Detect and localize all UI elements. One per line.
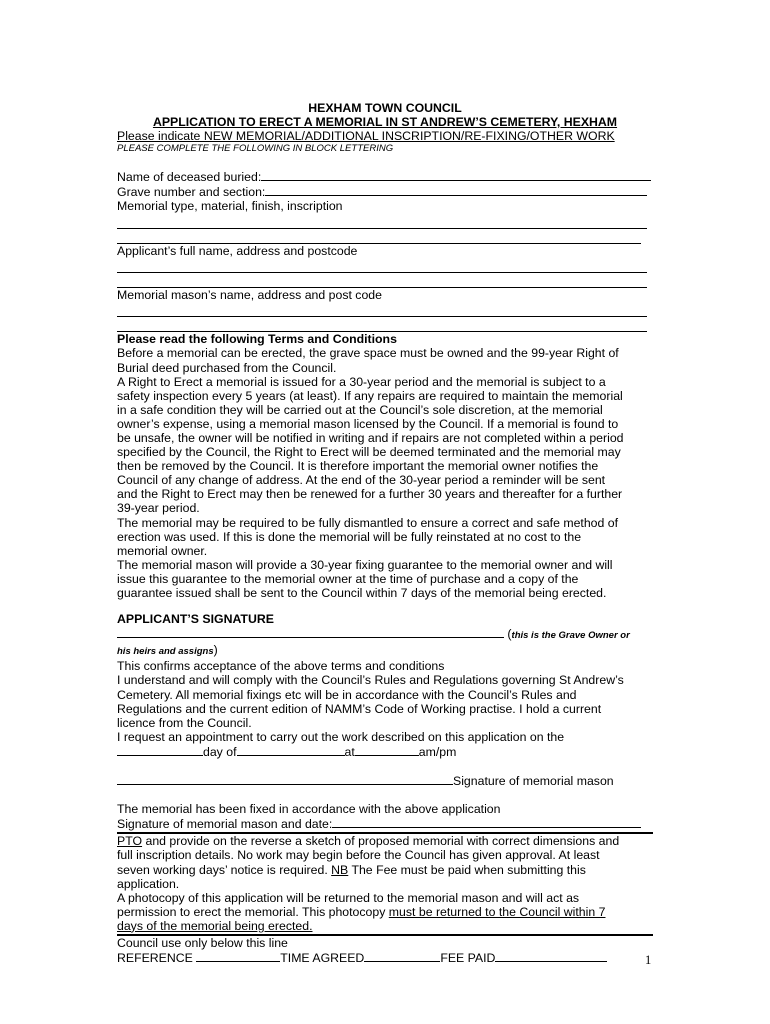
pto-label: PTO (117, 834, 143, 849)
spacer (117, 759, 653, 773)
pto-line: full inscription details. No work may begin before the Council has given approval. At least (117, 848, 600, 863)
pto-text: and provide on the reverse a sketch of proposed memorial with correct dimensions and (142, 834, 620, 849)
applicant-signature-field[interactable] (117, 626, 653, 643)
terms-body (117, 346, 653, 600)
grave-number-field[interactable] (117, 184, 653, 199)
memorial-type-label: Memorial type, material, finish, inscription (117, 199, 343, 214)
heirs-note-close: ) (213, 643, 218, 658)
applicant-label: Applicant’s full name, address and postcode (117, 243, 358, 258)
fee-paid-input[interactable] (495, 950, 607, 962)
mason-date-input[interactable] (332, 816, 641, 828)
mason-line-1[interactable] (117, 302, 647, 317)
fixed-statement: The memorial has been fixed in accordance with the above application (117, 802, 501, 817)
spacer (117, 600, 653, 612)
mason-signature-field (117, 773, 653, 788)
terms-line: safety inspection every 5 years (at least). If any repairs are required to maintain the memorial (117, 388, 623, 403)
pto-line: application. (117, 876, 180, 891)
notice-text: seven working days’ notice is required. (117, 862, 332, 877)
terms-line: owner’s expense, using a memorial mason licensed by the Council. If a memorial is found to (117, 416, 619, 431)
ampm-label: am/pm (418, 744, 457, 759)
terms-line: Before a memorial can be erected, the grave space must be owned and the 99-year Right of (117, 346, 619, 361)
fee-paid-label: FEE PAID (440, 951, 496, 966)
terms-line: issue this guarantee to the memorial owner at the time of purchase and a copy of the (117, 571, 579, 586)
terms-line: Council of any change of address. At the end of the 30-year period a reminder will be sent (117, 473, 606, 488)
permission-text: permission to erect the memorial. This photocopy (117, 904, 389, 919)
terms-line: memorial owner. (117, 543, 208, 558)
mason-date-label: Signature of memorial mason and date: (117, 817, 333, 832)
mason-declaration-line: Cemetery. All memorial fixings etc will be in accordance with the Council’s Rules and (117, 687, 577, 702)
terms-line: erection was used. If this is done the memorial will be fully reinstated at no cost to the (117, 529, 582, 544)
terms-line: be unsafe, the owner will be notified in writing and if repairs are not completed within a period (117, 430, 624, 445)
deceased-name-input[interactable] (261, 169, 651, 181)
pto-line (117, 905, 653, 919)
mason-declaration-line: Regulations and the current edition of NAMM’s Code of Working practise. I hold a current (117, 701, 602, 716)
appointment-fields (117, 744, 653, 759)
grave-owner-note-open: ( (507, 627, 512, 642)
appointment-day-input[interactable] (117, 744, 203, 756)
terms-line: guarantee issued shall be sent to the Council within 7 days of the memorial being erected. (117, 586, 607, 600)
deceased-name-label: Name of deceased buried: (117, 170, 262, 185)
terms-line: then be removed by the Council. It is therefore important the memorial owner notifies the (117, 459, 599, 474)
terms-line: The memorial mason will provide a 30-year fixing guarantee to the memorial owner and will (117, 557, 613, 572)
pto-line (117, 863, 653, 877)
time-agreed-label: TIME AGREED (280, 951, 365, 966)
heirs-note: his heirs and assigns (117, 646, 214, 658)
mason-declaration-line: I request an appointment to carry out the work described on this application on the (117, 729, 565, 744)
heirs-line (117, 643, 653, 659)
terms-heading: Please read the following Terms and Conditions (117, 332, 397, 347)
appointment-month-input[interactable] (237, 744, 345, 756)
spacer (117, 155, 653, 169)
terms-line: The memorial may be required to be fully dismantled to ensure a correct and safe method of (117, 515, 619, 530)
work-type-instruction: Please indicate NEW MEMORIAL/ADDITIONAL INSCRIPTION/RE-FIXING/OTHER WORK (117, 129, 615, 144)
memorial-type-line-1[interactable] (117, 214, 647, 229)
time-agreed-input[interactable] (364, 950, 440, 962)
mason-label: Memorial mason’s name, address and post code (117, 288, 382, 303)
terms-line: 39-year period. (117, 501, 200, 516)
mason-signature-label: Signature of memorial mason (453, 774, 614, 789)
nb-label: NB (331, 862, 349, 877)
fee-text: The Fee must be paid when submitting this (348, 862, 586, 877)
mason-signature-input[interactable] (117, 773, 453, 785)
appointment-time-input[interactable] (355, 744, 419, 756)
pto-line (117, 834, 653, 848)
form-title: APPLICATION TO ERECT A MEMORIAL IN ST ANDREW’S CEMETERY, HEXHAM (152, 115, 618, 130)
mason-line-2[interactable] (117, 317, 647, 332)
signature-heading: APPLICANT’S SIGNATURE (117, 612, 274, 627)
terms-line: specified by the Council, the Right to Erect will be deemed terminated and the memorial may (117, 445, 621, 460)
day-of-label: day of (203, 744, 237, 759)
mason-declaration-line: licence from the Council. (117, 715, 252, 730)
council-name: HEXHAM TOWN COUNCIL (308, 101, 462, 115)
applicant-line-1[interactable] (117, 258, 647, 273)
application-form (117, 101, 653, 965)
return-requirement-end: days of the memorial being erected. (117, 918, 313, 933)
reference-label: REFERENCE (117, 951, 197, 966)
applicant-signature-input[interactable] (117, 626, 504, 638)
grave-number-label: Grave number and section: (117, 185, 266, 200)
mason-declaration-line: I understand and will comply with the Council’s Rules and Regulations governing St Andrew’s (117, 673, 624, 688)
mason-date-field (117, 816, 653, 831)
terms-line: and the Right to Erect may then be renewed for a further 30 years and thereafter for a further (117, 487, 623, 502)
council-use-fields (117, 950, 653, 965)
at-label: at (344, 744, 355, 759)
grave-number-input[interactable] (265, 184, 647, 196)
memorial-type-line-2[interactable] (117, 229, 641, 244)
acceptance-text: This confirms acceptance of the above terms and conditions (117, 659, 445, 674)
terms-line: in a safe condition they will be carried out at the Council’s sole discretion, at the memorial (117, 402, 603, 417)
spacer (117, 788, 653, 802)
block-lettering-note: PLEASE COMPLETE THE FOLLOWING IN BLOCK LETTERING (117, 143, 394, 155)
grave-owner-note: this is the Grave Owner or (511, 630, 630, 642)
applicant-line-2[interactable] (117, 273, 647, 288)
deceased-name-field[interactable] (117, 169, 653, 184)
terms-line: A Right to Erect a memorial is issued for a 30-year period and the memorial is subject to a (117, 374, 606, 389)
return-requirement: must be returned to the Council within 7 (388, 904, 606, 919)
page-number: 1 (645, 953, 652, 967)
council-use-label: Council use only below this line (117, 935, 288, 950)
terms-line: Burial deed purchased from the Council. (117, 360, 337, 375)
pto-line: A photocopy of this application will be returned to the memorial mason and will act as (117, 890, 580, 905)
reference-input[interactable] (196, 950, 280, 962)
